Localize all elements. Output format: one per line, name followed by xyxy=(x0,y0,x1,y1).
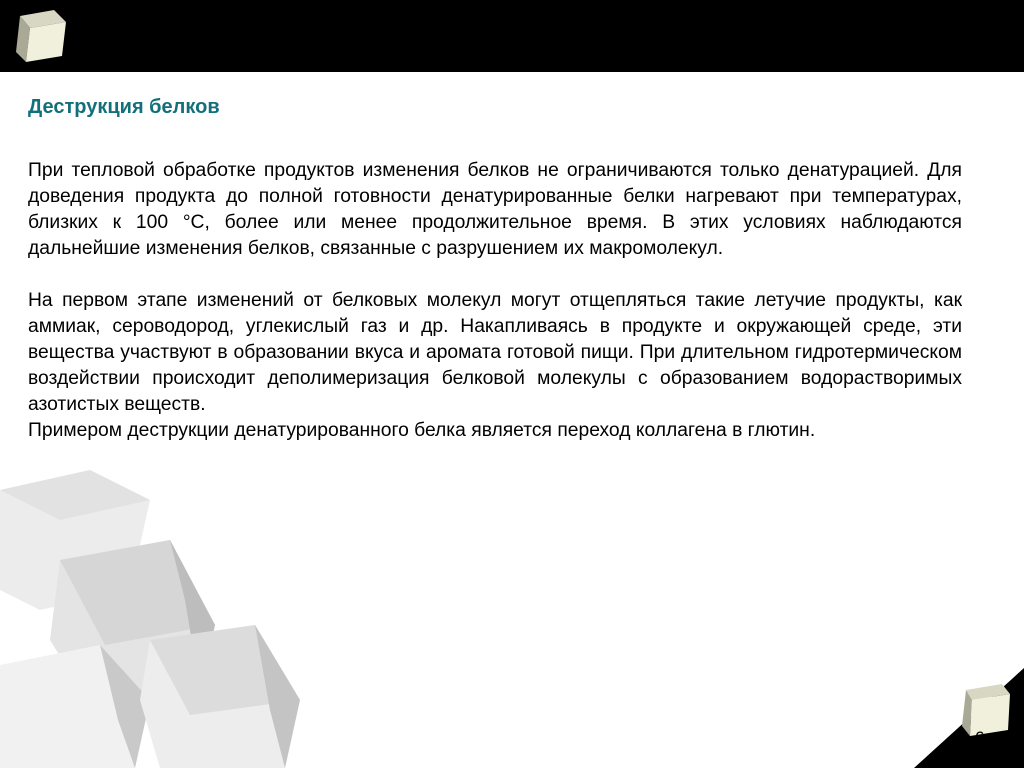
slide-body xyxy=(28,158,962,444)
paragraph-1: При тепловой обработке продуктов изменения белков не ограничиваются только денатурацией. Для доведения продукта до полной готовности денатурированные белки нагревают при температурах, близких к 100 °С, более или менее продолжительное время. В этих условиях наблюдаются дальнейшие изменения белков, связанные с разрушением их макромолекул. xyxy=(28,160,962,259)
slide-title: Деструкция белков xyxy=(28,96,220,118)
header-bar xyxy=(0,0,1024,72)
paragraph-2: На первом этапе изменений от белковых молекул могут отщепляться такие летучие продукты, как аммиак, сероводород, углекислый газ и др. Накапливаясь в продукте и окружающей среде, эти вещества участвуют в образовании вкуса и аромата готовой пищи. При длительном гидротермическом воздействии происходит деполимеризация белковой молекулы с образованием водорастворимых азотистых веществ. xyxy=(28,290,962,415)
cube-logo-icon xyxy=(14,8,68,64)
page-number: 6 xyxy=(975,728,985,747)
cube-page-icon xyxy=(962,684,1010,736)
corner-decoration xyxy=(914,668,1024,768)
decorative-cubes-graphic xyxy=(0,440,320,768)
paragraph-3: Примером деструкции денатурированного белка является переход коллагена в глютин. xyxy=(28,420,816,441)
